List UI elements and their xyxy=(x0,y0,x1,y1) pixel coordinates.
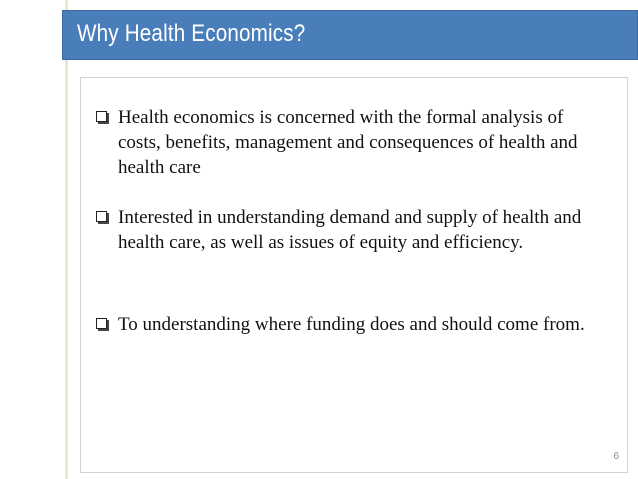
title-bar xyxy=(62,10,638,60)
bullet-text: Health economics is concerned with the formal analysis of costs, benefits, management and consequences of health and health care xyxy=(118,107,578,178)
bullet-item xyxy=(96,312,606,337)
checkbox-bullet-icon xyxy=(96,111,107,122)
checkbox-bullet-icon xyxy=(96,318,107,329)
page-number: 6 xyxy=(613,451,619,462)
content-box xyxy=(80,77,628,473)
bullet-item xyxy=(96,205,606,255)
left-accent-rule xyxy=(65,0,68,479)
checkbox-bullet-icon xyxy=(96,211,107,222)
slide-title: Why Health Economics? xyxy=(77,20,306,47)
bullet-item xyxy=(96,105,606,180)
bullet-text: Interested in understanding demand and supply of health and health care, as well as issues of equity and efficiency. xyxy=(118,207,582,253)
bullet-text: To understanding where funding does and should come from. xyxy=(118,314,585,335)
